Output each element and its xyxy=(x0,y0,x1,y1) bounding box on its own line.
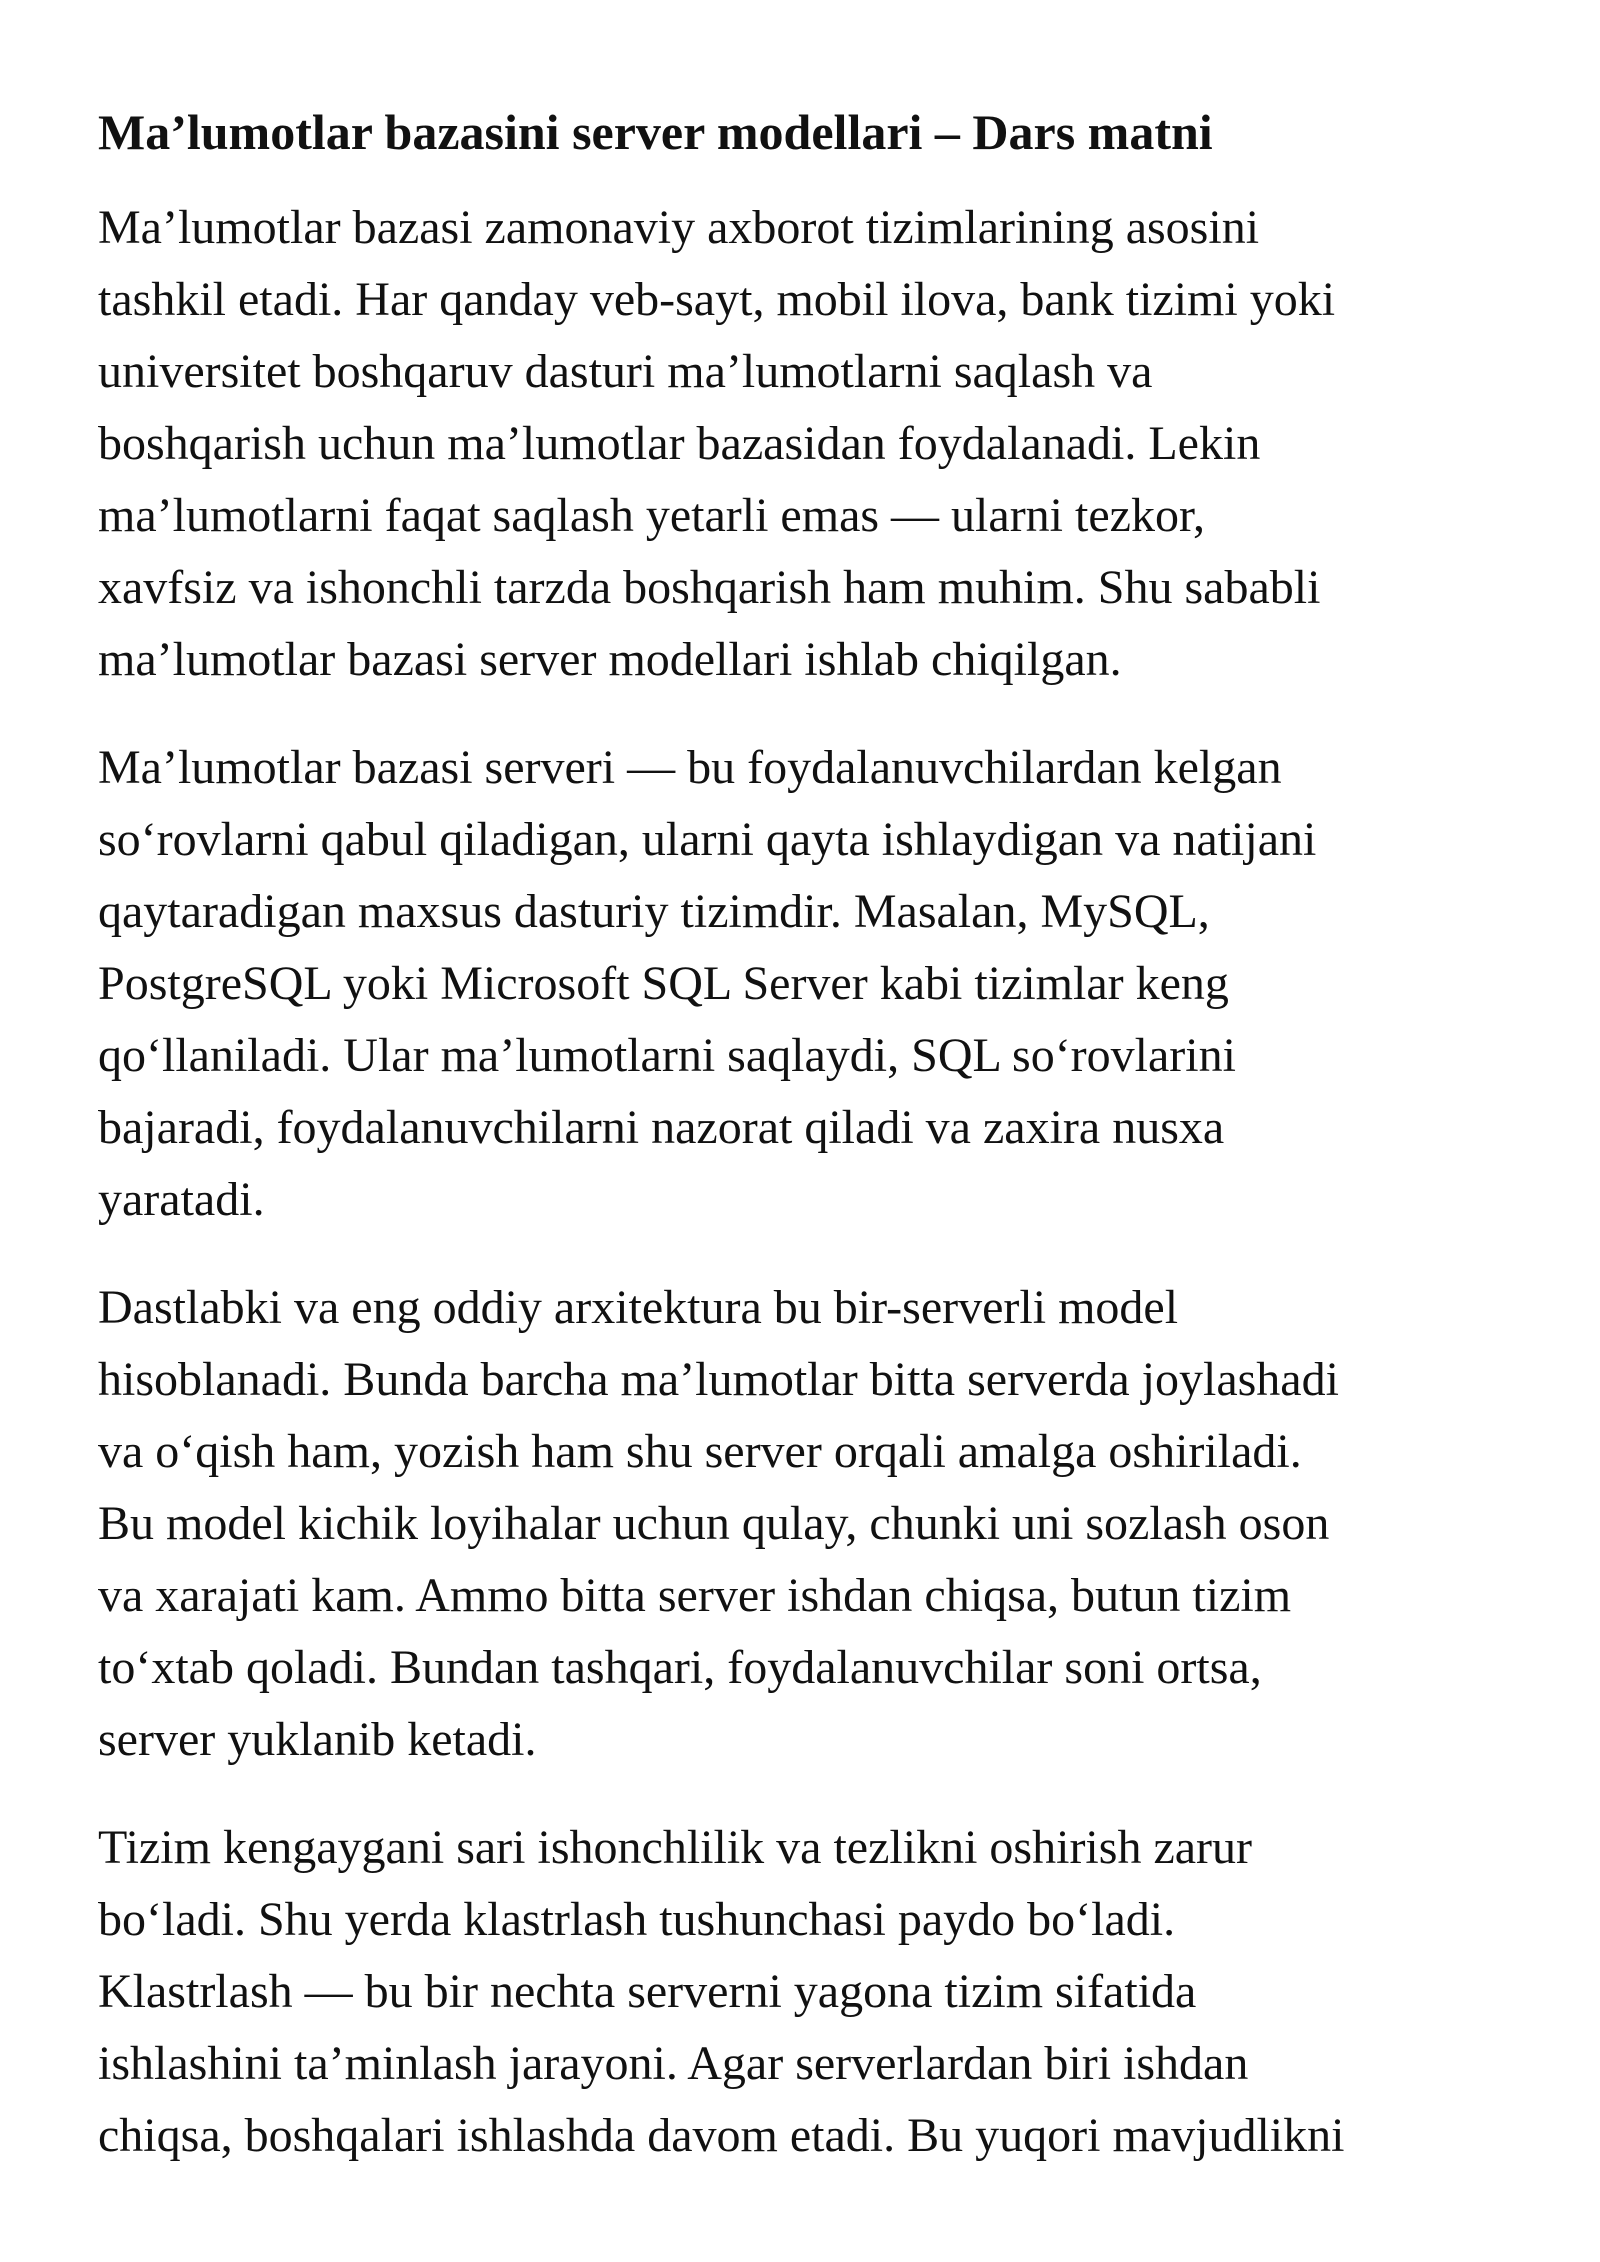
paragraph-line: qaytaradigan maxsus dasturiy tizimdir. Masalan, MySQL, xyxy=(98,885,1210,938)
paragraph-line: va xarajati kam. Ammo bitta server ishdan chiqsa, butun tizim xyxy=(98,1569,1292,1622)
paragraph-line: va o‘qish ham, yozish ham shu server orqali amalga oshiriladi. xyxy=(98,1425,1302,1478)
paragraph-line: PostgreSQL yoki Microsoft SQL Server kabi tizimlar keng xyxy=(98,957,1229,1010)
paragraph-line: bajaradi, foydalanuvchilarni nazorat qiladi va zaxira nusxa xyxy=(98,1101,1225,1154)
paragraph-line: yaratadi. xyxy=(98,1173,265,1226)
paragraph-line: server yuklanib ketadi. xyxy=(98,1713,537,1766)
paragraph-line: bo‘ladi. Shu yerda klastrlash tushunchasi paydo bo‘ladi. xyxy=(98,1893,1176,1946)
paragraph-3 xyxy=(98,1272,1528,1776)
paragraph-line: boshqarish uchun ma’lumotlar bazasidan foydalanadi. Lekin xyxy=(98,417,1261,470)
paragraph-line: ma’lumotlarni faqat saqlash yetarli emas — ularni tezkor, xyxy=(98,489,1206,542)
paragraph-1 xyxy=(98,192,1528,696)
paragraph-line: tashkil etadi. Har qanday veb-sayt, mobil ilova, bank tizimi yoki xyxy=(98,273,1336,326)
paragraph-line: so‘rovlarni qabul qiladigan, ularni qayta ishlaydigan va natijani xyxy=(98,813,1317,866)
paragraph-line: qo‘llaniladi. Ular ma’lumotlarni saqlaydi, SQL so‘rovlarini xyxy=(98,1029,1236,1082)
paragraph-line: Ma’lumotlar bazasi zamonaviy axborot tizimlarining asosini xyxy=(98,201,1260,254)
paragraph-4 xyxy=(98,1812,1528,2172)
paragraph-line: ma’lumotlar bazasi server modellari ishlab chiqilgan. xyxy=(98,633,1122,686)
paragraph-line: universitet boshqaruv dasturi ma’lumotlarni saqlash va xyxy=(98,345,1153,398)
paragraph-line: xavfsiz va ishonchli tarzda boshqarish ham muhim. Shu sababli xyxy=(98,561,1321,614)
paragraph-line: chiqsa, boshqalari ishlashda davom etadi. Bu yuqori mavjudlikni xyxy=(98,2109,1345,2162)
document-page xyxy=(98,96,1528,2208)
paragraph-line: to‘xtab qoladi. Bundan tashqari, foydalanuvchilar soni ortsa, xyxy=(98,1641,1262,1694)
document-title: Ma’lumotlar bazasini server modellari – Dars matni xyxy=(98,104,1213,160)
paragraph-line: ishlashini ta’minlash jarayoni. Agar serverlardan biri ishdan xyxy=(98,2037,1249,2090)
paragraph-line: Tizim kengaygani sari ishonchlilik va tezlikni oshirish zarur xyxy=(98,1821,1253,1874)
paragraph-line: Ma’lumotlar bazasi serveri — bu foydalanuvchilardan kelgan xyxy=(98,741,1282,794)
paragraph-2 xyxy=(98,732,1528,1236)
paragraph-line: Klastrlash — bu bir nechta serverni yagona tizim sifatida xyxy=(98,1965,1197,2018)
paragraph-line: hisoblanadi. Bunda barcha ma’lumotlar bitta serverda joylashadi xyxy=(98,1353,1339,1406)
paragraph-line: Dastlabki va eng oddiy arxitektura bu bir-serverli model xyxy=(98,1281,1179,1334)
paragraph-line: Bu model kichik loyihalar uchun qulay, chunki uni sozlash oson xyxy=(98,1497,1330,1550)
